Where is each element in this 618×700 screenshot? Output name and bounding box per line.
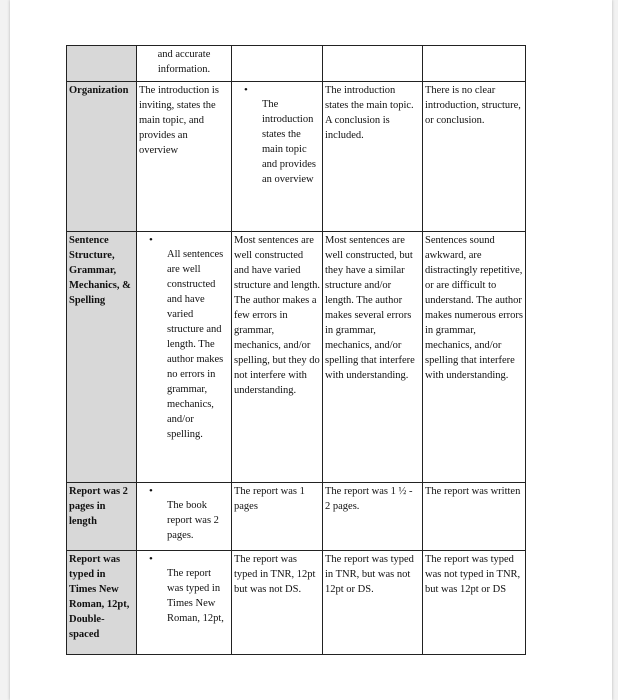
table-row: [67, 483, 526, 551]
table-row: [67, 232, 526, 483]
criterion-cell: Sentence Structure, Grammar, Mechanics, & Spelling: [67, 232, 137, 483]
criterion-cell: [67, 46, 137, 82]
criterion-cell: Organization: [67, 82, 137, 232]
fair-cell: The report was 1 ½ - 2 pages.: [323, 483, 423, 551]
fair-cell: Most sentences are well constructed, but they have a similar structure and/or length. The author makes several errors in grammar, mechanics, and/or spelling that interfere with understanding.: [323, 232, 423, 483]
criterion-cell: Report was typed in Times New Roman, 12pt, Double-spaced: [67, 551, 137, 655]
excellent-cell: [137, 483, 232, 551]
good-cell: Most sentences are well constructed and have varied structure and length. The author makes a few errors in grammar, mechanics, and/or spelling, but they do not interfere with understanding.: [232, 232, 323, 483]
bullet-marker: •: [149, 234, 153, 246]
bullet-marker: •: [244, 84, 248, 96]
poor-cell: [423, 46, 526, 82]
excellent-cell: [137, 551, 232, 655]
excellent-cell: and accurate information.: [137, 46, 232, 82]
fair-cell: [323, 46, 423, 82]
poor-cell: Sentences sound awkward, are distractingly repetitive, or are difficult to understand. The author makes numerous errors in grammar, mechanics, and/or spelling that interfere with understanding.: [423, 232, 526, 483]
good-cell: The report was typed in TNR, 12pt but was not DS.: [232, 551, 323, 655]
table-row: [67, 82, 526, 232]
table-row: [67, 551, 526, 655]
good-cell: The report was 1 pages: [232, 483, 323, 551]
good-cell: [232, 82, 323, 232]
poor-cell: The report was typed was not typed in TNR, but was 12pt or DS: [423, 551, 526, 655]
cell-text: The introduction states the main topic and provides an overview: [262, 99, 316, 185]
bullet-marker: •: [149, 485, 153, 497]
excellent-cell: The introduction is inviting, states the main topic, and provides an overview: [137, 82, 232, 232]
rubric-table: [66, 45, 526, 655]
document-page: [10, 0, 612, 700]
cell-text: The report was typed in Times New Roman, 12pt,: [167, 568, 224, 624]
cell-text: All sentences are well constructed and have varied structure and length. The author makes no errors in grammar, mechanics, and/or spelling.: [167, 249, 224, 440]
poor-cell: There is no clear introduction, structure, or conclusion.: [423, 82, 526, 232]
criterion-cell: Report was 2 pages in length: [67, 483, 137, 551]
cell-text: The book report was 2 pages.: [167, 500, 219, 541]
table-row: [67, 46, 526, 82]
good-cell: [232, 46, 323, 82]
fair-cell: The introduction states the main topic. A conclusion is included.: [323, 82, 423, 232]
poor-cell: The report was written: [423, 483, 526, 551]
fair-cell: The report was typed in TNR, but was not 12pt or DS.: [323, 551, 423, 655]
bullet-marker: •: [149, 553, 153, 565]
excellent-cell: [137, 232, 232, 483]
